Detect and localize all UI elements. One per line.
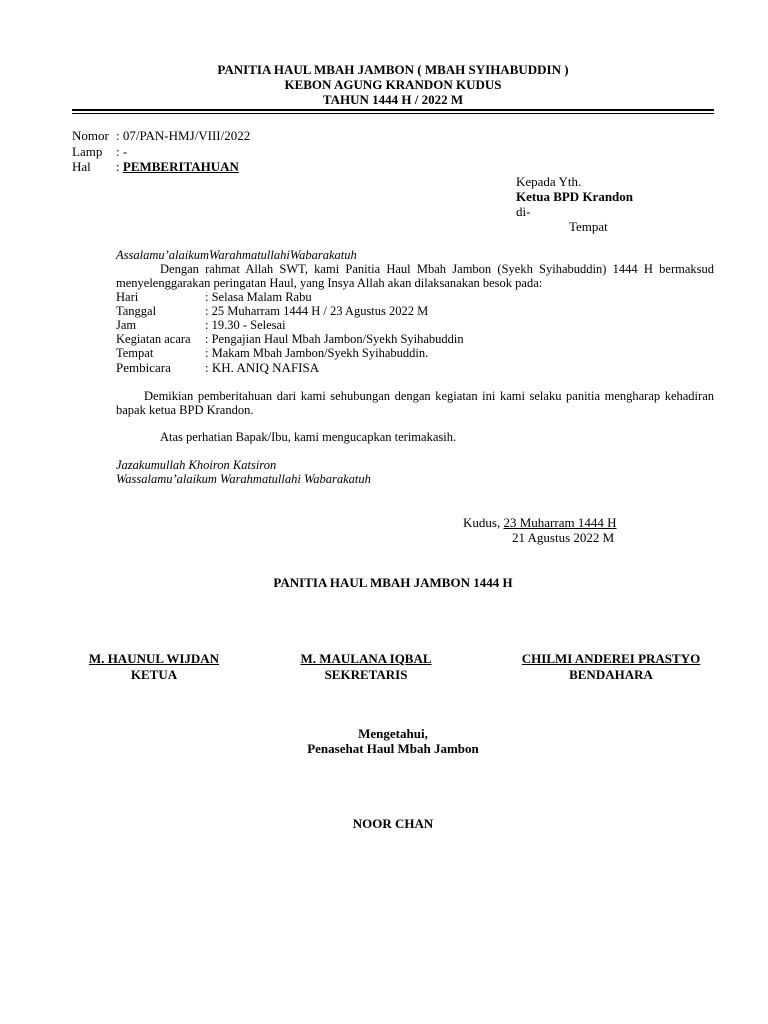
detail-value: : Pengajian Haul Mbah Jambon/Syekh Syihabuddin [205,332,464,346]
signer-role: BENDAHARA [569,667,653,682]
signer-bendahara [508,651,714,683]
date-line [463,515,616,531]
signer-role: KETUA [130,667,178,682]
nomor-label: Nomor [72,128,109,143]
wassalam-text: Wassalamu’alaikum Warahmatullahi Wabarakatuh [116,472,371,486]
detail-label: Tanggal [116,304,157,318]
recipient-place: Tempat [569,219,608,234]
detail-value: : 25 Muharram 1444 H / 23 Agustus 2022 M [205,304,429,318]
nomor-value: : 07/PAN-HMJ/VIII/2022 [116,128,251,143]
detail-label: Pembicara [116,360,171,375]
header-divider-thick [72,109,714,111]
signer-role: SEKRETARIS [324,667,408,682]
committee-title: PANITIA HAUL MBAH JAMBON 1444 H [273,575,513,590]
header-divider-thin [72,113,714,114]
advisor-acknowledge: Mengetahui, [358,726,428,741]
hal-colon: : [116,159,120,174]
detail-row-pembicara [116,360,319,376]
detail-value: : 19.30 - Selesai [205,318,286,332]
signer-sekretaris [288,651,444,683]
advisor-name: NOOR CHAN [352,816,434,831]
greeting: Assalamu’alaikumWarahmatullahiWabarakatuh [116,248,357,262]
detail-label: Jam [116,318,137,332]
date-masehi: 21 Agustus 2022 M [512,530,615,545]
detail-row-kegiatan [116,332,464,347]
signer-ketua [76,651,232,683]
recipient-salutation: Kepada Yth. [516,174,582,189]
thanks-text: Atas perhatian Bapak/Ibu, kami mengucapkan terimakasih. [160,430,457,444]
closing-text: Demikian pemberitahuan dari kami sehubungan dengan kegiatan ini kami selaku panitia mengharap kehadiran bapak ketua BPD Krandon. [116,389,714,417]
intro-text: Dengan rahmat Allah SWT, kami Panitia Haul Mbah Jambon (Syekh Syihabuddin) 1444 H bermaksud menyelenggarakan peringatan Haul, yang Insya Allah akan dilaksanakan besok pada: [116,262,714,290]
date-hijri: 23 Muharram 1444 H [503,515,617,530]
intro-paragraph [116,262,714,290]
lamp-value: : - [116,144,128,159]
detail-value: : Selasa Malam Rabu [205,290,312,304]
detail-label: Hari [116,290,139,304]
hal-label: Hal [72,159,91,174]
signer-name: M. MAULANA IQBAL [300,651,432,666]
advisor-title: Penasehat Haul Mbah Jambon [307,741,479,756]
detail-value: : KH. ANIQ NAFISA [205,360,320,375]
letterhead-line-3: TAHUN 1444 H / 2022 M [322,92,464,107]
lamp-label: Lamp [72,144,103,159]
letterhead-line-2: KEBON AGUNG KRANDON KUDUS [284,77,502,92]
signer-name: CHILMI ANDEREI PRASTYO [521,651,701,666]
detail-label: Tempat [116,346,154,360]
detail-label: Kegiatan acara [116,332,191,346]
detail-value: : Makam Mbah Jambon/Syekh Syihabuddin. [205,346,429,360]
detail-row-hari [116,290,312,305]
detail-row-jam [116,318,286,333]
date-place: Kudus, [463,515,501,530]
recipient-name: Ketua BPD Krandon [516,189,634,204]
hal-value-row [116,159,239,175]
closing-paragraph [116,389,714,417]
hal-value: PEMBERITAHUAN [122,159,239,174]
jazak-text: Jazakumullah Khoiron Katsiron [116,458,277,472]
signer-name: M. HAUNUL WIJDAN [88,651,220,666]
detail-row-tempat [116,346,428,361]
recipient-di: di- [516,204,531,219]
detail-row-tanggal [116,304,428,319]
letterhead-line-1: PANITIA HAUL MBAH JAMBON ( MBAH SYIHABUDDIN ) [217,62,569,77]
